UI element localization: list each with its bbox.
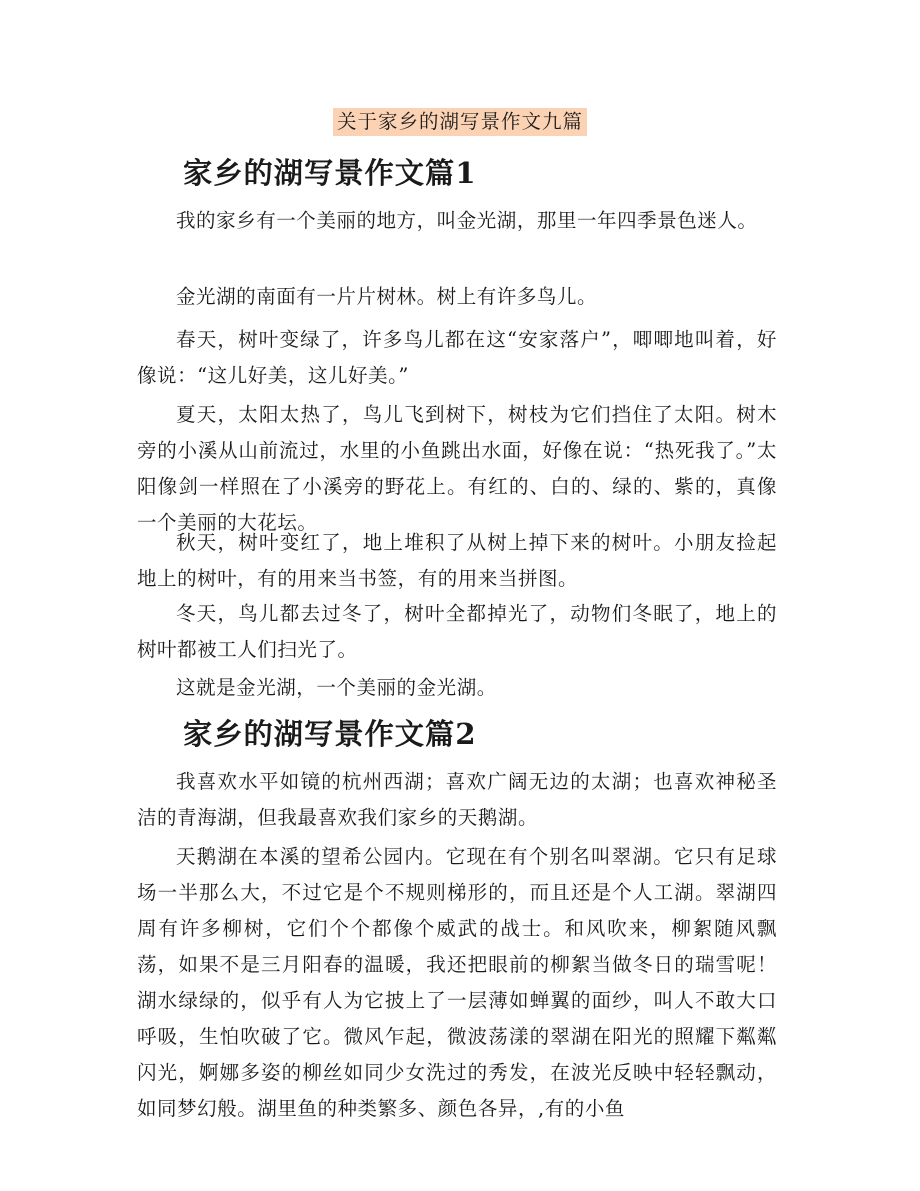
section-1-paragraph-7: 这就是金光湖，一个美丽的金光湖。: [176, 676, 497, 699]
title-container: [0, 108, 920, 136]
section-1-paragraph-3: 春天，树叶变绿了，许多鸟儿都在这“安家落户”，唧唧地叫着，好像说：“这儿好美，这儿好美。”: [137, 328, 777, 387]
document-title: 关于家乡的湖写景作文九篇: [333, 108, 587, 136]
section-1-paragraph-1: 我的家乡有一个美丽的地方，叫金光湖，那里一年四季景色迷人。: [176, 209, 758, 232]
section-2-heading: 家乡的湖写景作文篇2: [183, 717, 477, 751]
section-2-paragraph-1: 我喜欢水平如镜的杭州西湖；喜欢广阔无边的太湖；也喜欢神秘圣洁的青海湖，但我最喜欢我们家乡的天鹅湖。: [137, 770, 777, 829]
section-1-paragraph-6: 冬天，鸟儿都去过冬了，树叶全都掉光了，动物们冬眠了，地上的树叶都被工人们扫光了。: [137, 602, 777, 661]
section-1-paragraph-5: 秋天，树叶变红了，地上堆积了从树上掉下来的树叶。小朋友捡起地上的树叶，有的用来当书签，有的用来当拼图。: [137, 531, 777, 590]
section-1-paragraph-2: 金光湖的南面有一片片树林。树上有许多鸟儿。: [176, 285, 598, 308]
section-1-paragraph-4: 夏天，太阳太热了，鸟儿飞到树下，树枝为它们挡住了太阳。树木旁的小溪从山前流过，水里的小鱼跳出水面，好像在说：“热死我了。”太阳像剑一样照在了小溪旁的野花上。有红的、白的、绿的、紫的，真像一个美丽的大花坛。: [137, 403, 777, 534]
section-1-heading: 家乡的湖写景作文篇1: [183, 156, 477, 190]
section-2-paragraph-2: 天鹅湖在本溪的望希公园内。它现在有个别名叫翠湖。它只有足球场一半那么大，不过它是个不规则梯形的，而且还是个人工湖。翠湖四周有许多柳树，它们个个都像个威武的战士。和风吹来，柳絮随风飘荡，如果不是三月阳春的温暖，我还把眼前的柳絮当做冬日的瑞雪呢！湖水绿绿的，似乎有人为它披上了一层薄如蝉翼的面纱，叫人不敢大口呼吸，生怕吹破了它。微风乍起，微波荡漾的翠湖在阳光的照耀下粼粼闪光，婀娜多姿的柳丝如同少女洗过的秀发，在波光反映中轻轻飘动，如同梦幻般。湖里鱼的种类繁多、颜色各异，,有的小鱼: [137, 845, 777, 1120]
